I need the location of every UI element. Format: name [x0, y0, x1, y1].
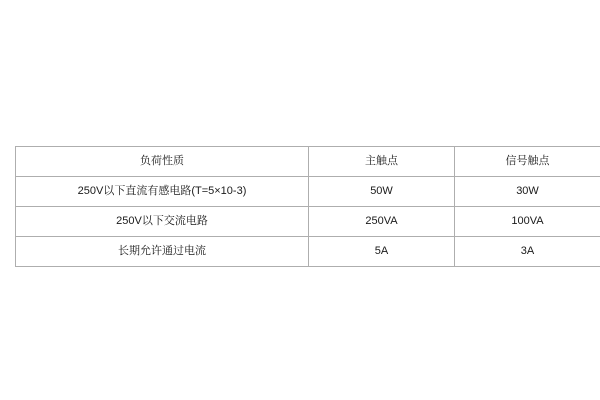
table-row	[16, 207, 600, 237]
column-header-main-contact: 主触点	[309, 147, 455, 177]
contact-capacity-table	[15, 146, 600, 267]
table-header-row	[16, 147, 600, 177]
cell-main-contact: 5A	[309, 237, 455, 267]
cell-signal-contact: 30W	[455, 177, 600, 207]
table-row	[16, 177, 600, 207]
cell-signal-contact: 100VA	[455, 207, 600, 237]
table-row	[16, 237, 600, 267]
cell-main-contact: 50W	[309, 177, 455, 207]
cell-main-contact: 250VA	[309, 207, 455, 237]
spec-table-container	[15, 146, 585, 267]
column-header-signal-contact: 信号触点	[455, 147, 600, 177]
cell-signal-contact: 3A	[455, 237, 600, 267]
cell-load-nature: 长期允许通过电流	[16, 237, 309, 267]
column-header-load-nature: 负荷性质	[16, 147, 309, 177]
cell-load-nature: 250V以下交流电路	[16, 207, 309, 237]
cell-load-nature: 250V以下直流有感电路(T=5×10-3)	[16, 177, 309, 207]
